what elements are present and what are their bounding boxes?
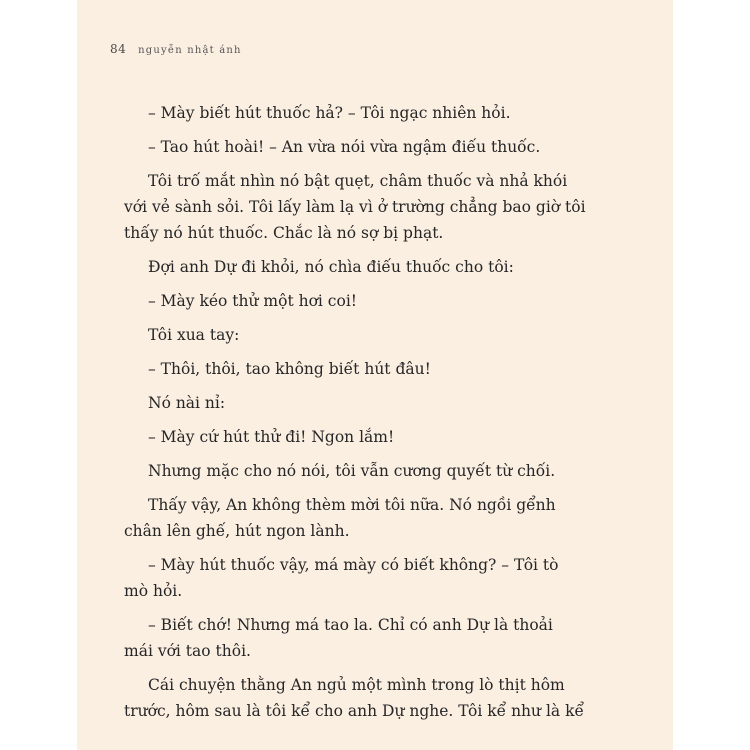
paragraph [124, 356, 572, 382]
paragraph [124, 612, 572, 664]
text-line: Nhưng mặc cho nó nói, tôi vẫn cương quyết từ chối. [148, 462, 556, 480]
text-line: Thấy vậy, An không thèm mời tôi nữa. Nó ngồi gểnh [148, 496, 556, 514]
paragraph [124, 390, 572, 416]
text-line: với vẻ sành sỏi. Tôi lấy làm lạ vì ở trường chẳng bao giờ tôi [124, 198, 586, 216]
paragraph [124, 672, 585, 724]
text-line: mò hỏi. [124, 582, 183, 600]
paragraph [124, 458, 572, 484]
text-line: Cái chuyện thằng An ngủ một mình trong lò thịt hôm [148, 676, 565, 694]
paragraph [124, 134, 572, 160]
text-line: – Mày hút thuốc vậy, má mày có biết không? – Tôi tò [148, 556, 559, 574]
text-line: thấy nó hút thuốc. Chắc là nó sợ bị phạt. [124, 224, 444, 242]
text-line: trước, hôm sau là tôi kể cho anh Dự nghe. Tôi kể như là kể [124, 702, 585, 720]
text-line: – Thôi, thôi, tao không biết hút đâu! [148, 360, 431, 378]
paragraph [124, 288, 572, 314]
paragraph [124, 322, 572, 348]
paragraph [124, 100, 572, 126]
paragraph [124, 552, 572, 604]
text-line: – Biết chớ! Nhưng má tao la. Chỉ có anh Dự là thoải [148, 616, 553, 634]
paragraph [124, 424, 572, 450]
text-line: – Mày biết hút thuốc hả? – Tôi ngạc nhiên hỏi. [148, 104, 511, 122]
body-text [124, 100, 586, 732]
running-head [110, 42, 242, 56]
author-name: nguyễn nhật ánh [138, 45, 242, 56]
text-line: Tôi xua tay: [148, 326, 240, 344]
text-line: chân lên ghế, hút ngon lành. [124, 522, 350, 540]
paragraph [124, 168, 586, 246]
paragraph [124, 254, 572, 280]
text-line: – Mày cứ hút thử đi! Ngon lắm! [148, 428, 395, 446]
text-line: – Tao hút hoài! – An vừa nói vừa ngậm điếu thuốc. [148, 138, 541, 156]
page-number: 84 [110, 42, 127, 56]
text-line: Nó nài nỉ: [148, 394, 226, 412]
text-line: Tôi trố mắt nhìn nó bật quẹt, châm thuốc và nhả khói [148, 172, 568, 190]
text-line: – Mày kéo thử một hơi coi! [148, 292, 358, 310]
paragraph [124, 492, 572, 544]
text-line: Đợi anh Dự đi khỏi, nó chìa điếu thuốc cho tôi: [148, 258, 514, 276]
text-line: mái với tao thôi. [124, 642, 251, 660]
